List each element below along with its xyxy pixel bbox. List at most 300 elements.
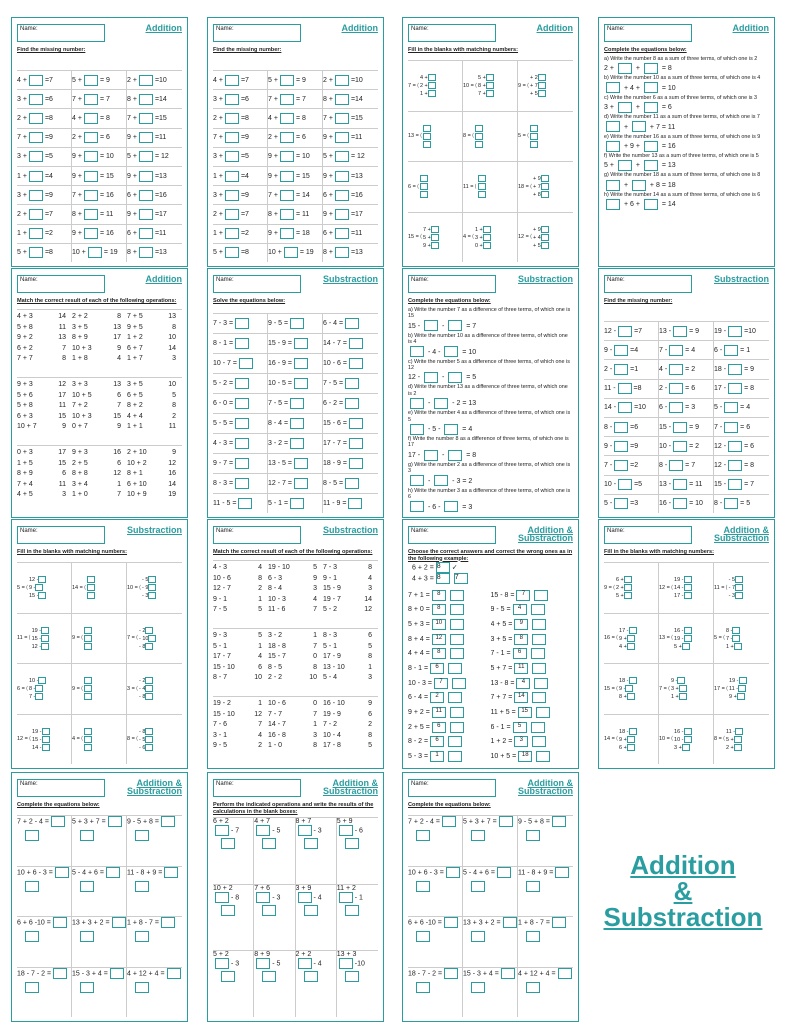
answer-box[interactable] [618,479,632,490]
answer-box[interactable] [84,190,98,201]
match-result[interactable]: 6 [258,663,262,671]
match-expression[interactable]: 10 - 4 [323,731,341,739]
match-result[interactable]: 4 [117,355,121,362]
answer-box[interactable] [80,931,94,942]
answer-box[interactable] [541,226,549,233]
match-result[interactable]: 8 [172,402,176,409]
answer-box[interactable] [161,917,175,928]
answer-box[interactable] [290,438,304,449]
match-result[interactable]: 8 [368,564,372,571]
answer-box[interactable] [335,171,349,182]
answer-box[interactable] [235,378,249,389]
answer-box[interactable] [345,905,359,916]
answer-box[interactable] [145,744,153,751]
answer-box[interactable] [442,816,456,827]
answer-box[interactable] [80,881,94,892]
answer-box[interactable] [679,685,687,692]
match-result[interactable]: 0 [313,700,317,707]
answer-box[interactable] [424,450,438,461]
answer-box[interactable] [606,199,620,210]
answer-box[interactable] [145,693,153,700]
answer-box[interactable] [225,171,239,182]
match-result[interactable]: 2 [368,721,372,728]
answer-box[interactable] [410,346,424,357]
answer-box[interactable] [235,458,249,469]
answer-box[interactable] [225,94,239,105]
answer-box[interactable] [35,685,43,692]
answer-box[interactable] [25,881,39,892]
answer-box[interactable] [483,226,491,233]
answer-box[interactable] [29,132,43,143]
match-result[interactable]: 13 [113,381,121,388]
answer-box[interactable] [87,576,95,583]
answer-box[interactable] [349,358,363,369]
answer-box[interactable] [532,619,546,630]
answer-box[interactable] [644,199,658,210]
answer-box[interactable] [29,75,43,86]
answer-box[interactable] [348,498,362,509]
match-result[interactable]: 11 [58,402,66,409]
match-result[interactable]: 3 [368,585,372,592]
answer-box[interactable] [444,968,458,979]
match-result[interactable]: 8 [313,663,317,671]
answer-box[interactable] [724,422,738,433]
answer-box[interactable] [734,736,742,743]
match-result[interactable]: 10 [168,334,176,341]
answer-box[interactable] [221,838,235,849]
match-result[interactable]: 8 [172,323,176,331]
answer-box[interactable] [673,479,687,490]
answer-box[interactable] [84,627,92,634]
answer-box[interactable] [471,881,485,892]
answer-box[interactable] [450,590,464,601]
answer-box[interactable] [84,736,92,743]
answer-box[interactable] [148,584,156,591]
answer-box[interactable] [139,190,153,201]
answer-box[interactable] [139,151,153,162]
answer-box[interactable] [536,751,550,762]
answer-box[interactable] [53,968,67,979]
match-expression[interactable]: 8 - 3 [323,632,338,639]
match-expression[interactable]: 2 + 2 [72,313,88,320]
match-expression[interactable]: 8 - 7 [213,674,228,681]
answer-box[interactable] [541,242,549,249]
answer-box[interactable] [448,663,462,674]
answer-box[interactable] [215,958,229,969]
name-field[interactable]: Name: [213,526,301,544]
answer-box[interactable] [627,736,635,743]
answer-box[interactable] [235,338,249,349]
answer-box[interactable] [673,422,687,433]
match-result[interactable]: 4 [258,731,262,739]
match-expression[interactable]: 10 - 3 [268,595,286,603]
answer-box[interactable] [448,372,462,383]
match-expression[interactable]: 2 + 5 [72,459,88,467]
match-expression[interactable]: 3 + 5 [127,381,143,388]
answer-box[interactable] [450,707,464,718]
answer-box[interactable] [215,892,229,903]
answer-box[interactable] [614,460,628,471]
answer-box[interactable] [148,592,156,599]
answer-box[interactable] [164,867,178,878]
answer-box[interactable] [673,441,687,452]
match-result[interactable]: 2 [258,585,262,592]
match-expression[interactable]: 6 + 10 [127,480,147,488]
match-result[interactable]: 4 [258,564,262,571]
answer-box[interactable] [606,82,620,93]
match-result[interactable]: 6 [62,470,66,477]
match-result[interactable]: 1 [368,663,372,671]
answer-box[interactable] [732,635,740,642]
answer-box[interactable] [42,728,50,735]
match-result[interactable]: 5 [258,632,262,639]
answer-box[interactable] [235,318,249,329]
answer-box[interactable] [294,458,308,469]
answer-box[interactable] [431,242,439,249]
match-result[interactable]: 12 [58,381,66,388]
answer-box[interactable] [684,728,692,735]
match-expression[interactable]: 12 - 7 [213,585,231,592]
name-field[interactable]: Name: [408,24,496,42]
match-expression[interactable]: 8 + 9 [17,470,33,477]
answer-box[interactable] [629,677,637,684]
answer-box[interactable] [290,398,304,409]
answer-box[interactable] [335,151,349,162]
match-expression[interactable]: 0 + 7 [72,423,88,430]
match-expression[interactable]: 7 - 5 [213,606,228,613]
answer-box[interactable] [84,151,98,162]
match-expression[interactable]: 7 + 4 [17,480,33,488]
answer-box[interactable] [534,590,548,601]
answer-box[interactable] [724,498,738,509]
match-expression[interactable]: 7 - 6 [213,721,228,728]
answer-box[interactable] [339,958,353,969]
match-result[interactable]: 12 [168,459,176,467]
match-result[interactable]: 11 [58,480,66,488]
match-result[interactable]: 1 [258,700,262,707]
answer-box[interactable] [530,133,538,140]
answer-box[interactable] [345,378,359,389]
match-result[interactable]: 6 [368,632,372,639]
answer-box[interactable] [724,402,738,413]
answer-box[interactable] [423,133,431,140]
name-field[interactable]: Name: [17,779,105,797]
answer-box[interactable] [215,825,229,836]
answer-box[interactable] [644,102,658,113]
name-field[interactable]: Name: [213,779,301,797]
match-expression[interactable]: 9 - 1 [213,595,228,603]
match-expression[interactable]: 3 - 1 [213,731,228,739]
answer-box[interactable] [424,320,438,331]
answer-box[interactable] [80,830,94,841]
answer-box[interactable] [552,816,566,827]
match-expression[interactable]: 1 + 1 [127,423,143,430]
answer-box[interactable] [256,892,270,903]
answer-box[interactable] [673,326,687,337]
match-result[interactable]: 15 [58,412,66,420]
answer-box[interactable] [682,744,690,751]
match-expression[interactable]: 10 + 9 [127,491,147,498]
answer-box[interactable] [618,383,632,394]
match-result[interactable]: 1 [117,480,121,488]
answer-box[interactable] [531,648,545,659]
answer-box[interactable] [235,438,249,449]
answer-box[interactable] [221,971,235,982]
answer-box[interactable] [728,364,742,375]
match-result[interactable]: 1 [313,632,317,639]
answer-box[interactable] [452,678,466,689]
answer-box[interactable] [139,113,153,124]
answer-box[interactable] [410,475,424,486]
answer-box[interactable] [669,402,683,413]
answer-box[interactable] [532,663,546,674]
answer-box[interactable] [416,881,430,892]
answer-box[interactable] [501,968,515,979]
answer-box[interactable] [349,458,363,469]
answer-box[interactable] [280,209,294,220]
answer-box[interactable] [606,121,620,132]
answer-box[interactable] [280,75,294,86]
answer-box[interactable] [475,125,483,132]
answer-box[interactable] [632,180,646,191]
match-result[interactable]: 17 [58,449,66,456]
answer-box[interactable] [84,635,92,642]
match-result[interactable]: 12 [364,606,372,613]
match-expression[interactable]: 5 - 4 [323,674,338,681]
answer-box[interactable] [225,132,239,143]
match-result[interactable]: 9 [172,449,176,456]
match-expression[interactable]: 3 - 2 [268,632,283,639]
match-expression[interactable]: 8 + 9 [72,334,88,341]
match-expression[interactable]: 5 - 2 [323,606,338,613]
match-result[interactable]: 2 [172,412,176,420]
match-result[interactable]: 4 [258,653,262,660]
match-expression[interactable]: 9 + 3 [72,449,88,456]
answer-box[interactable] [618,160,632,171]
match-expression[interactable]: 10 + 7 [17,423,37,430]
answer-box[interactable] [294,338,308,349]
answer-box[interactable] [284,247,298,258]
match-expression[interactable]: 19 - 9 [323,710,341,718]
answer-box[interactable] [298,825,312,836]
answer-box[interactable] [669,383,683,394]
answer-box[interactable] [530,141,538,148]
answer-box[interactable] [434,475,448,486]
match-expression[interactable]: 11 - 6 [268,606,286,613]
answer-box[interactable] [416,982,430,993]
answer-box[interactable] [139,228,153,239]
match-expression[interactable]: 10 - 6 [213,574,231,582]
name-field[interactable]: Name: [17,275,105,293]
answer-box[interactable] [410,424,424,435]
match-result[interactable]: 3 [313,731,317,739]
answer-box[interactable] [25,830,39,841]
match-result[interactable]: 9 [313,574,317,582]
answer-box[interactable] [29,171,43,182]
answer-box[interactable] [80,982,94,993]
match-result[interactable]: 7 [313,606,317,613]
answer-box[interactable] [471,982,485,993]
answer-box[interactable] [29,151,43,162]
answer-box[interactable] [627,643,635,650]
answer-box[interactable] [235,398,249,409]
answer-box[interactable] [262,838,276,849]
match-expression[interactable]: 10 - 6 [268,700,286,707]
match-expression[interactable]: 17 - 7 [213,653,231,660]
answer-box[interactable] [335,75,349,86]
answer-box[interactable] [51,816,65,827]
answer-box[interactable] [534,678,548,689]
answer-box[interactable] [614,364,628,375]
answer-box[interactable] [225,247,239,258]
match-result[interactable]: 9 [62,423,66,430]
answer-box[interactable] [629,728,637,735]
answer-box[interactable] [739,677,747,684]
match-result[interactable]: 4 [368,574,372,582]
answer-box[interactable] [84,94,98,105]
match-result[interactable]: 8 [313,742,317,749]
answer-box[interactable] [420,175,428,182]
answer-box[interactable] [444,501,458,512]
answer-box[interactable] [167,968,181,979]
match-expression[interactable]: 10 + 2 [127,459,147,467]
answer-box[interactable] [728,479,742,490]
match-expression[interactable]: 5 - 1 [213,642,228,650]
match-result[interactable]: 8 [117,313,121,320]
match-result[interactable]: 14 [168,344,176,352]
answer-box[interactable] [304,838,318,849]
answer-box[interactable] [29,247,43,258]
answer-box[interactable] [735,576,743,583]
answer-box[interactable] [225,228,239,239]
match-result[interactable]: 3 [62,491,66,498]
match-result[interactable]: 9 [368,700,372,707]
match-expression[interactable]: 0 + 3 [17,449,33,456]
answer-box[interactable] [532,692,546,703]
match-result[interactable]: 6 [368,710,372,718]
answer-box[interactable] [483,242,491,249]
answer-box[interactable] [538,74,546,81]
match-result[interactable]: 15 [113,412,121,420]
answer-box[interactable] [606,141,620,152]
match-expression[interactable]: 3 + 5 [72,323,88,331]
answer-box[interactable] [644,63,658,74]
answer-box[interactable] [55,867,69,878]
match-expression[interactable]: 13 - 10 [323,663,345,671]
answer-box[interactable] [148,576,156,583]
match-expression[interactable]: 5 + 8 [17,402,33,409]
answer-box[interactable] [35,584,43,591]
match-result[interactable]: 13 [168,313,176,320]
answer-box[interactable] [526,830,540,841]
match-expression[interactable]: 15 - 9 [323,585,341,592]
match-expression[interactable]: 10 + 3 [72,412,92,420]
answer-box[interactable] [349,338,363,349]
answer-box[interactable] [25,982,39,993]
answer-box[interactable] [669,345,683,356]
answer-box[interactable] [84,171,98,182]
answer-box[interactable] [84,728,92,735]
name-field[interactable]: Name: [604,526,692,544]
name-field[interactable]: Name: [408,526,496,544]
answer-box[interactable] [335,209,349,220]
answer-box[interactable] [135,931,149,942]
answer-box[interactable] [84,643,92,650]
answer-box[interactable] [526,881,540,892]
answer-box[interactable] [161,816,175,827]
answer-box[interactable] [431,234,439,241]
name-field[interactable]: Name: [408,779,496,797]
answer-box[interactable] [724,345,738,356]
match-expression[interactable]: 6 + 7 [127,344,143,352]
answer-box[interactable] [444,424,458,435]
match-result[interactable]: 5 [368,642,372,650]
match-result[interactable]: 7 [258,721,262,728]
match-expression[interactable]: 19 - 2 [213,700,231,707]
answer-box[interactable] [53,917,67,928]
answer-box[interactable] [145,685,153,692]
answer-box[interactable] [499,816,513,827]
match-expression[interactable]: 6 + 3 [17,412,33,420]
match-expression[interactable]: 15 - 10 [213,710,235,718]
answer-box[interactable] [38,677,46,684]
match-result[interactable]: 7 [117,491,121,498]
answer-box[interactable] [335,190,349,201]
name-field[interactable]: Name: [17,24,105,42]
answer-box[interactable] [536,707,550,718]
match-result[interactable]: 10 [309,674,317,681]
match-expression[interactable]: 7 + 2 [72,402,88,409]
answer-box[interactable] [280,228,294,239]
answer-box[interactable] [221,905,235,916]
answer-box[interactable] [684,635,692,642]
answer-box[interactable] [423,125,431,132]
match-result[interactable]: 14 [168,480,176,488]
answer-box[interactable] [345,971,359,982]
answer-box[interactable] [531,604,545,615]
answer-box[interactable] [41,643,49,650]
name-field[interactable]: Name: [408,275,496,293]
match-result[interactable]: 16 [113,449,121,456]
answer-box[interactable] [335,94,349,105]
match-result[interactable]: 13 [113,323,121,331]
match-expression[interactable]: 1 + 5 [17,459,33,467]
answer-box[interactable] [497,867,511,878]
answer-box[interactable] [431,226,439,233]
answer-box[interactable] [483,234,491,241]
answer-box[interactable] [471,931,485,942]
match-expression[interactable]: 1 - 0 [268,742,283,749]
match-expression[interactable]: 1 + 8 [72,355,88,362]
match-result[interactable]: 14 [364,595,372,603]
answer-box[interactable] [684,736,692,743]
answer-box[interactable] [673,498,687,509]
match-result[interactable]: 12 [113,470,121,477]
answer-box[interactable] [486,90,494,97]
answer-box[interactable] [552,917,566,928]
match-result[interactable]: 16 [168,470,176,477]
answer-box[interactable] [682,643,690,650]
match-result[interactable]: 1 [313,721,317,728]
match-result[interactable]: 17 [113,334,121,341]
match-result[interactable]: 19 [168,491,176,498]
answer-box[interactable] [541,175,549,182]
answer-box[interactable] [262,971,276,982]
match-expression[interactable]: 4 + 5 [17,491,33,498]
answer-box[interactable] [486,74,494,81]
match-expression[interactable]: 1 + 2 [127,334,143,341]
name-field[interactable]: Name: [213,24,301,42]
